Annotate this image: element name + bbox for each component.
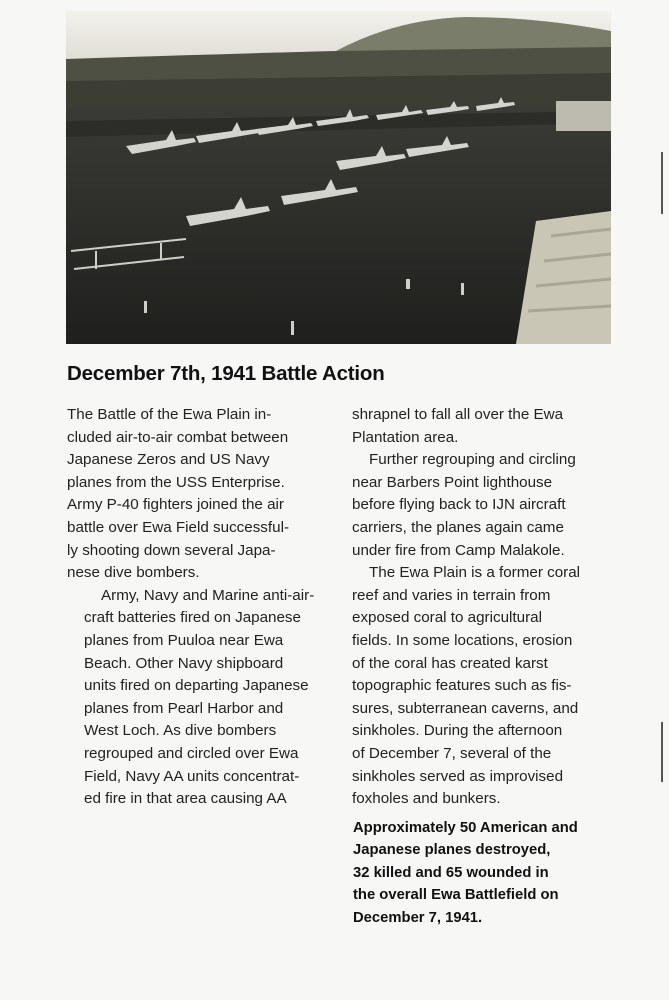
text-line: planes from the USS Enterprise.: [67, 473, 285, 491]
summary-line: Approximately 50 American and: [353, 820, 578, 836]
text-line: sinkholes. During the afternoon: [352, 722, 563, 740]
paragraph-shrapnel: [352, 404, 620, 449]
text-line: craft batteries fired on Japanese: [84, 609, 301, 627]
summary-line: the overall Ewa Battlefield on: [353, 887, 559, 904]
text-line: fields. In some locations, erosion: [352, 631, 573, 649]
text-line: shrapnel to fall all over the Ewa: [352, 406, 564, 423]
text-line: West Loch. As dive bombers: [84, 722, 277, 740]
airfield-photo-icon: [66, 11, 611, 344]
text-line: near Barbers Point lighthouse: [352, 473, 553, 491]
text-line: carriers, the planes again came: [352, 518, 564, 536]
text-line: Plantation area.: [352, 428, 459, 446]
page-edge-mark: [661, 722, 663, 782]
text-line: planes from Pearl Harbor and: [84, 699, 284, 717]
right-column: [352, 404, 620, 811]
text-line: sures, subterranean caverns, and: [352, 699, 579, 717]
text-line: The Battle of the Ewa Plain in-: [67, 406, 272, 423]
text-line: The Ewa Plain is a former coral: [369, 564, 581, 582]
text-line: reef and varies in terrain from: [352, 586, 551, 604]
paragraph-air-combat: [67, 404, 337, 585]
page-title: December 7th, 1941 Battle Action: [67, 362, 385, 385]
paragraph-regrouping: [352, 449, 620, 562]
text-line: Japanese Zeros and US Navy: [67, 451, 270, 469]
text-line: sinkholes served as improvised: [352, 767, 564, 785]
summary-line: Japanese planes destroyed,: [353, 842, 551, 859]
text-line: of the coral has created karst: [352, 654, 548, 672]
left-column: [67, 404, 337, 811]
text-line: before flying back to IJN aircraft: [352, 496, 566, 514]
text-line: planes from Puuloa near Ewa: [84, 631, 284, 649]
text-line: foxholes and bunkers.: [352, 790, 501, 808]
text-line: under fire from Camp Malakole.: [352, 541, 565, 559]
text-line: nese dive bombers.: [67, 564, 200, 582]
text-line: Beach. Other Navy shipboard: [84, 654, 284, 672]
airfield-photo: [66, 11, 611, 344]
text-line: units fired on departing Japanese: [84, 677, 309, 695]
paragraph-ewa-plain: [352, 562, 620, 811]
text-line: Army P-40 fighters joined the air: [67, 496, 284, 514]
text-line: Field, Navy AA units concentrat-: [84, 767, 300, 785]
text-line: of December 7, several of the: [352, 744, 552, 762]
text-line: topographic features such as fis-: [352, 677, 572, 695]
summary-line: 32 killed and 65 wounded in: [353, 864, 549, 881]
text-line: exposed coral to agricultural: [352, 609, 542, 627]
text-line: ed fire in that area causing AA: [84, 790, 287, 808]
text-line: ly shooting down several Japa-: [67, 541, 276, 559]
page-edge-mark: [661, 152, 663, 214]
text-line: regrouped and circled over Ewa: [84, 744, 299, 762]
text-line: Further regrouping and circling: [369, 451, 576, 469]
text-line: cluded air-to-air combat between: [67, 428, 289, 446]
summary-line: December 7, 1941.: [353, 909, 483, 926]
text-line: battle over Ewa Field successful-: [67, 518, 289, 536]
text-line: Army, Navy and Marine anti-air-: [101, 586, 315, 604]
summary-callout: [353, 817, 628, 929]
paragraph-anti-aircraft: [67, 585, 337, 811]
